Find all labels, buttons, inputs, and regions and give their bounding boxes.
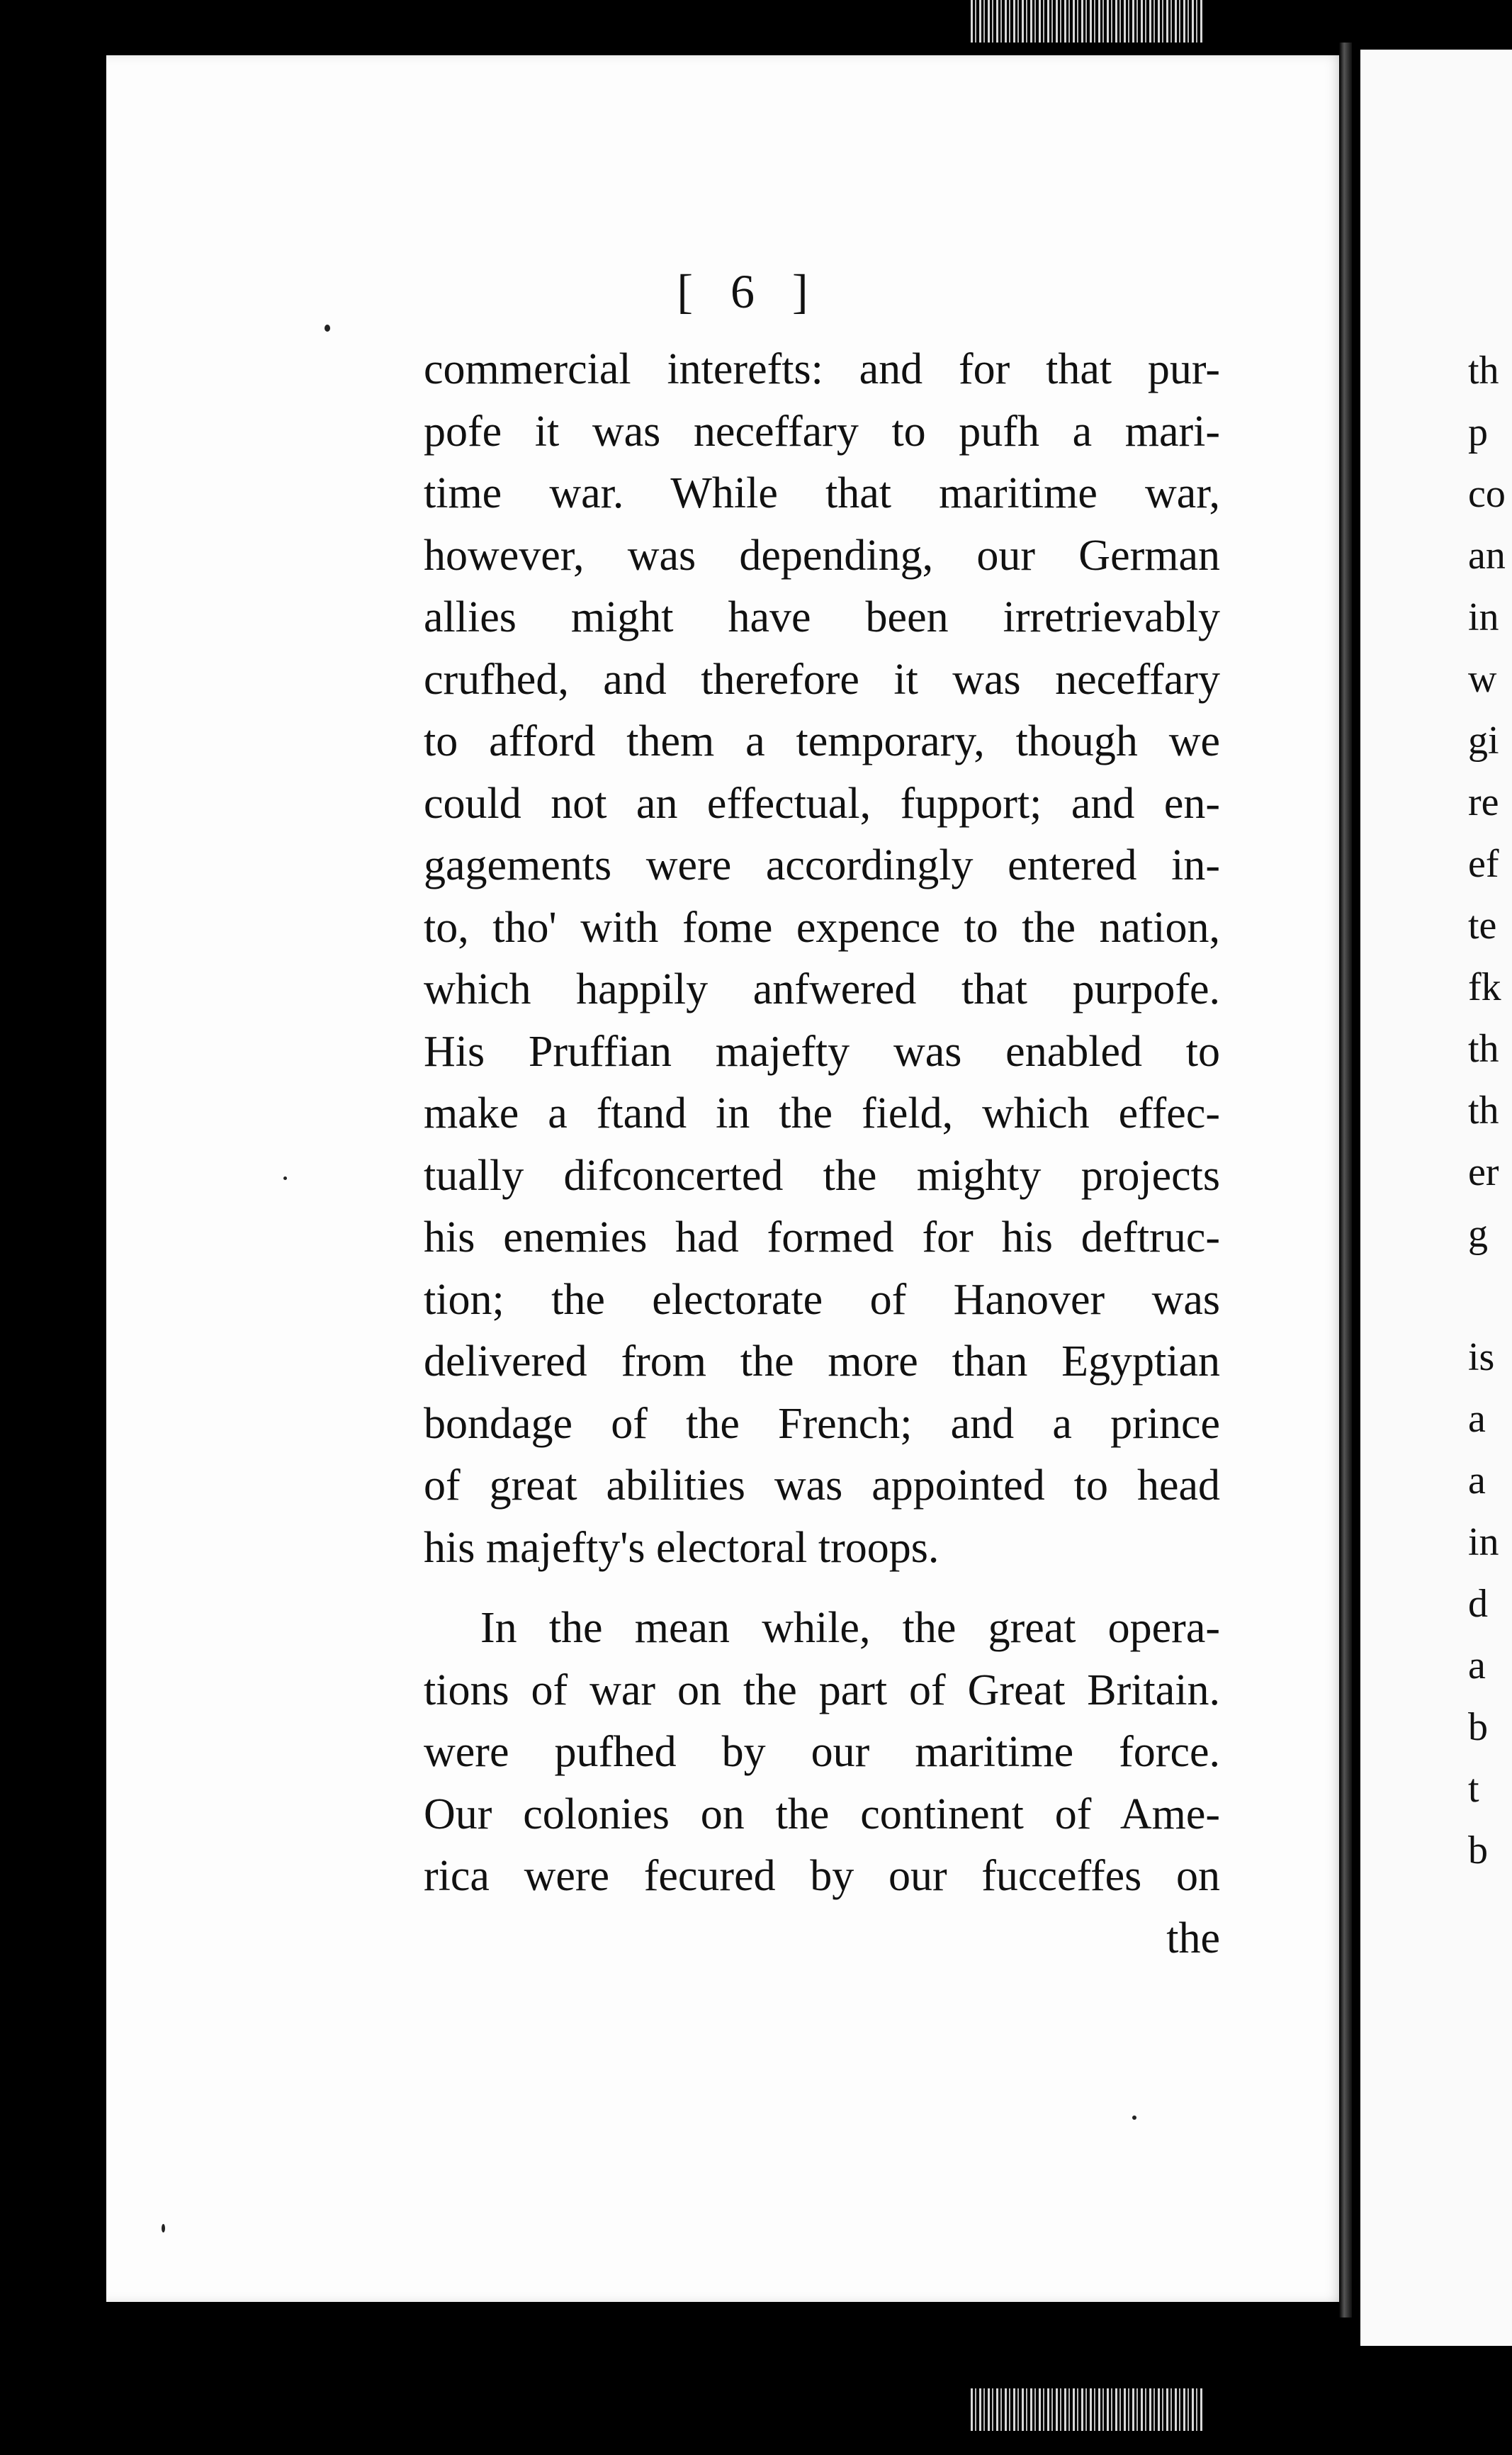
scan-speck xyxy=(325,325,330,332)
text-line: of great abilities was appointed to head xyxy=(424,1461,1220,1510)
facing-line: an xyxy=(1468,534,1506,578)
book-gutter xyxy=(1339,43,1352,2318)
text-line: to afford them a temporary, though we xyxy=(424,717,1220,765)
facing-line: th xyxy=(1468,1089,1499,1133)
facing-line: in xyxy=(1468,1520,1499,1564)
catchword: the xyxy=(1166,1914,1220,1962)
text-line: could not an effectual, fupport; and en- xyxy=(424,779,1220,828)
facing-line: a xyxy=(1468,1459,1486,1502)
facing-line: g xyxy=(1468,1212,1488,1256)
scan-top-edge xyxy=(0,0,1512,50)
facing-line: ef xyxy=(1468,842,1499,886)
scan-speck xyxy=(283,1176,287,1180)
facing-page-text xyxy=(1468,340,1506,1882)
facing-line: th xyxy=(1468,349,1499,393)
scan-artifact xyxy=(971,2388,1204,2431)
text-line: make a ftand in the field, which effec- xyxy=(424,1089,1220,1137)
text-line: crufhed, and therefore it was neceffary xyxy=(424,655,1220,704)
facing-line xyxy=(1468,1265,1506,1327)
facing-line: is xyxy=(1468,1335,1495,1379)
text-line: tually difconcerted the mighty projects xyxy=(424,1151,1220,1200)
facing-line: co xyxy=(1468,472,1506,516)
facing-line: er xyxy=(1468,1150,1499,1194)
scan-speck xyxy=(1132,2116,1136,2120)
facing-line: b xyxy=(1468,1828,1488,1872)
text-line: In the mean while, the great opera- xyxy=(480,1604,1220,1652)
facing-line: fk xyxy=(1468,965,1501,1009)
text-line: gagements were accordingly entered in- xyxy=(424,841,1220,889)
text-line: were pufhed by our maritime force. xyxy=(424,1728,1220,1776)
text-line: Our colonies on the continent of Ame- xyxy=(424,1790,1220,1838)
text-line: delivered from the more than Egyptian xyxy=(424,1337,1220,1386)
text-line: however, was depending, our German xyxy=(424,531,1220,580)
text-line: tion; the electorate of Hanover was xyxy=(424,1275,1220,1324)
paragraph-1 xyxy=(424,339,1220,1579)
text-line: pofe it was neceffary to pufh a mari- xyxy=(424,407,1220,456)
scan-speck xyxy=(162,2224,165,2232)
facing-line: te xyxy=(1468,904,1497,948)
page-number: [ 6 ] xyxy=(677,264,821,318)
facing-line: th xyxy=(1468,1027,1499,1071)
text-line: commercial interefts: and for that pur- xyxy=(424,345,1220,393)
facing-line: w xyxy=(1468,657,1497,701)
text-line: allies might have been irretrievably xyxy=(424,593,1220,641)
facing-line: a xyxy=(1468,1397,1486,1441)
scan-bottom-edge xyxy=(0,2360,1512,2455)
facing-line: in xyxy=(1468,595,1499,639)
text-line: rica were fecured by our fucceffes on xyxy=(424,1852,1220,1900)
text-line: time war. While that maritime war, xyxy=(424,469,1220,517)
text-line: bondage of the French; and a prince xyxy=(424,1399,1220,1448)
text-line: His Pruffian majefty was enabled to xyxy=(424,1027,1220,1076)
text-line: his majefty's electoral troops. xyxy=(424,1523,940,1572)
text-line: to, tho' with fome expence to the nation, xyxy=(424,903,1220,952)
facing-line: b xyxy=(1468,1705,1488,1749)
paragraph-2 xyxy=(424,1597,1220,1908)
scan-artifact xyxy=(971,0,1204,43)
facing-line: gi xyxy=(1468,719,1499,763)
facing-line: a xyxy=(1468,1644,1486,1687)
text-line: tions of war on the part of Great Britain. xyxy=(424,1665,1220,1714)
body-text xyxy=(424,339,1220,1970)
facing-line: t xyxy=(1468,1767,1479,1811)
text-line: his enemies had formed for his deftruc- xyxy=(424,1213,1220,1262)
text-line: which happily anfwered that purpofe. xyxy=(424,965,1220,1013)
facing-line: p xyxy=(1468,410,1488,454)
facing-line: re xyxy=(1468,780,1499,824)
facing-line: d xyxy=(1468,1582,1488,1626)
